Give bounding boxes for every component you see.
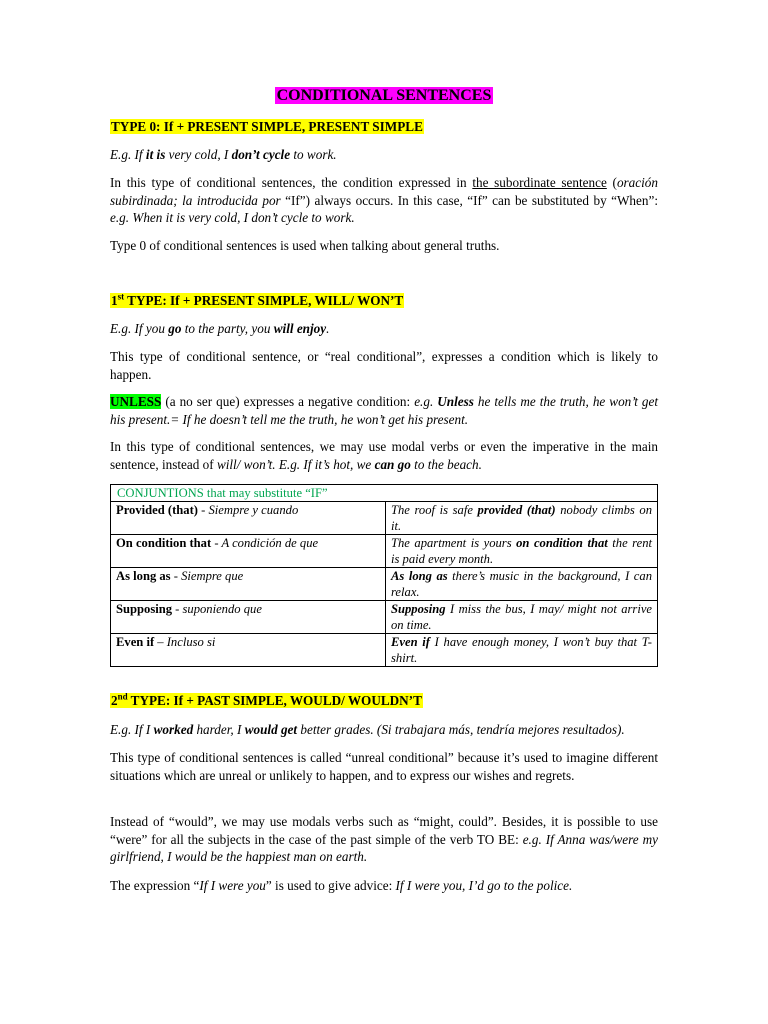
type2-example: E.g. If I worked harder, I would get better grades. (Si trabajara más, tendría mejores resultados). <box>110 722 625 737</box>
type1-unless-paragraph: UNLESS (a no ser que) expresses a negative condition: e.g. Unless he tells me the truth, he won’t get his present.= If he doesn’t tell me the truth, he won’t get his present. <box>110 394 658 427</box>
type0-example: E.g. If it is very cold, I don’t cycle to work. <box>110 147 337 162</box>
conjunctions-table <box>110 484 658 667</box>
type0-heading: TYPE 0: If + PRESENT SIMPLE, PRESENT SIMPLE <box>111 119 423 134</box>
title-highlight: CONDITIONAL SENTENCES <box>276 87 492 104</box>
type2-paragraph-3: The expression “If I were you” is used to give advice: If I were you, I’d go to the police. <box>110 878 573 893</box>
type2-paragraph-1: This type of conditional sentences is called “unreal conditional” because it’s used to imagine different situations which are unreal or unlikely to happen, and to express our wishes and regrets. <box>110 750 658 783</box>
table-row: Even if – Incluso si Even if I have enough money, I won’t buy that T-shirt. <box>111 634 658 667</box>
unless-highlight: UNLESS <box>110 394 162 409</box>
type1-paragraph-3: In this type of conditional sentences, we may use modal verbs or even the imperative in the main sentence, instead of will/ won’t. E.g. If it’s hot, we can go to the beach. <box>110 439 658 472</box>
page-title <box>0 87 768 105</box>
table-row: On condition that - A condición de que The apartment is yours on condition that the rent is paid every month. <box>111 535 658 568</box>
type0-paragraph-2: Type 0 of conditional sentences is used when talking about general truths. <box>110 238 500 253</box>
type1-paragraph-1: This type of conditional sentence, or “real conditional”, expresses a condition which is likely to happen. <box>110 349 658 382</box>
table-row: Supposing - suponiendo que Supposing I miss the bus, I may/ might not arrive on time. <box>111 601 658 634</box>
table-header: CONJUNTIONS that may substitute “IF” <box>111 485 658 502</box>
type1-heading: 1st TYPE: If + PRESENT SIMPLE, WILL/ WON’T <box>111 291 404 308</box>
type2-heading: 2nd TYPE: If + PAST SIMPLE, WOULD/ WOULDN’T <box>111 691 422 708</box>
table-header-row <box>111 485 658 502</box>
type0-paragraph-1: In this type of conditional sentences, the condition expressed in the subordinate sentence (oración subirdinada; la introducida por “If”) always occurs. In this case, “If” can be substituted by “When”: e.g. When it is very cold, I don’t cycle to work. <box>110 175 658 226</box>
table-row: Provided (that) - Siempre y cuando The roof is safe provided (that) nobody climbs on it. <box>111 502 658 535</box>
table-row: As long as - Siempre que As long as there’s music in the background, I can relax. <box>111 568 658 601</box>
type1-example: E.g. If you go to the party, you will enjoy. <box>110 321 330 336</box>
type2-paragraph-2: Instead of “would”, we may use modals verbs such as “might, could”. Besides, it is possible to use “were” for all the subjects in the case of the past simple of the verb TO BE: e.g. If Anna was/were my girlfriend, I would be the happiest man on earth. <box>110 814 658 865</box>
